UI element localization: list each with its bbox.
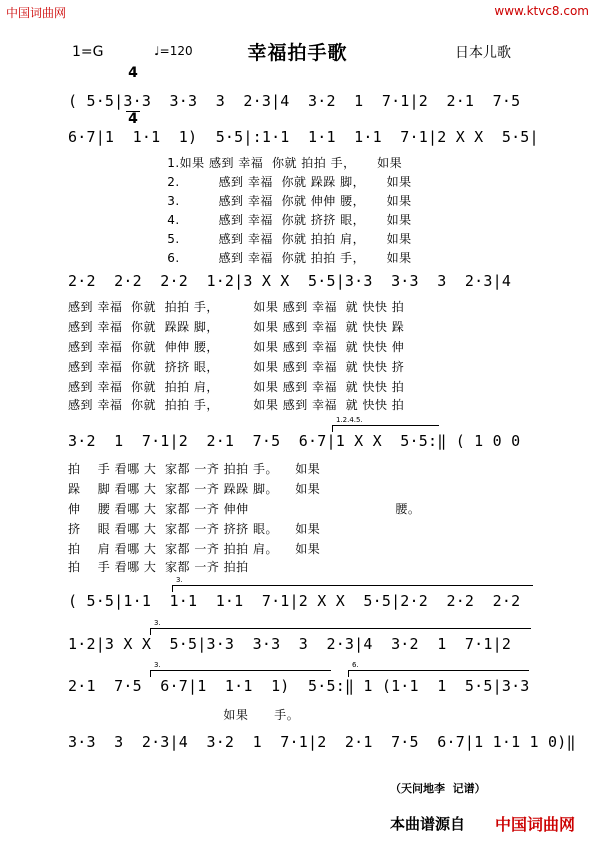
lyric-line: 5. 感到 幸福 你就 拍拍 肩， 如果 bbox=[68, 232, 412, 246]
source-label: 本曲谱源自 bbox=[390, 815, 466, 833]
score-notes-line-2: 6·7|1 1·1 1) 5·5|:1·1 1·1 1·1 7·1|2 X X 5·5| bbox=[68, 128, 539, 146]
first-ending-label: 1.2.4.5. bbox=[336, 416, 363, 424]
lyric-line: 拍 手 看哪 大 家都 一齐 拍拍 bbox=[68, 560, 249, 574]
song-title: 幸福拍手歌 bbox=[247, 42, 348, 64]
tempo-marking: ♩=120 bbox=[154, 44, 193, 58]
third-ending-label: 3. bbox=[154, 661, 161, 669]
lyric-line: 感到 幸福 你就 拍拍 肩， 如果 感到 幸福 就 快快 拍 bbox=[68, 380, 405, 394]
lyric-line: 3. 感到 幸福 你就 伸伸 腰， 如果 bbox=[68, 194, 412, 208]
song-origin: 日本儿歌 bbox=[455, 45, 511, 61]
sixth-ending-label: 6. bbox=[352, 661, 359, 669]
transcriber-credit: （天问地李 记谱） bbox=[390, 782, 486, 795]
meter-bottom: 4 bbox=[126, 111, 140, 127]
third-ending-bracket-cont bbox=[150, 619, 531, 635]
score-notes-line-1: ( 5·5|3·3 3·3 3 2·3|4 3·2 1 7·1|2 2·1 7·5 bbox=[68, 92, 521, 110]
key-signature: 1=G bbox=[72, 44, 104, 60]
score-notes-line-6: 1·2|3 X X 5·5|3·3 3·3 3 2·3|4 3·2 1 7·1|2 bbox=[68, 635, 512, 653]
time-signature bbox=[126, 36, 140, 142]
lyric-line: 6. 感到 幸福 你就 拍拍 手， 如果 bbox=[68, 251, 412, 265]
score-notes-line-4: 3·2 1 7·1|2 2·1 7·5 6·7|1 X X 5·5:‖ ( 1 0 0 bbox=[68, 432, 521, 450]
lyric-line: 如果 手。 bbox=[68, 708, 300, 722]
lyric-line: 2. 感到 幸福 你就 跺跺 脚， 如果 bbox=[68, 175, 412, 189]
lyric-line: 拍 肩 看哪 大 家都 一齐 拍拍 肩。 如果 bbox=[68, 542, 321, 556]
third-ending-label: 3. bbox=[176, 576, 183, 584]
lyric-line: 伸 腰 看哪 大 家都 一齐 伸伸 腰。 bbox=[68, 502, 421, 516]
meter-top: 4 bbox=[128, 65, 138, 81]
score-notes-line-8: 3·3 3 2·3|4 3·2 1 7·1|2 2·1 7·5 6·7|1 1·1 1 0)‖ bbox=[68, 733, 576, 751]
lyric-line: 挤 眼 看哪 大 家都 一齐 挤挤 眼。 如果 bbox=[68, 522, 321, 536]
lyric-line: 拍 手 看哪 大 家都 一齐 拍拍 手。 如果 bbox=[68, 462, 321, 476]
lyric-line: 跺 脚 看哪 大 家都 一齐 跺跺 脚。 如果 bbox=[68, 482, 321, 496]
lyric-line: 感到 幸福 你就 伸伸 腰， 如果 感到 幸福 就 快快 伸 bbox=[68, 340, 405, 354]
score-notes-line-3: 2·2 2·2 2·2 1·2|3 X X 5·5|3·3 3·3 3 2·3|4 bbox=[68, 272, 512, 290]
lyric-line: 感到 幸福 你就 拍拍 手， 如果 感到 幸福 就 快快 拍 bbox=[68, 398, 405, 412]
lyric-line: 1.如果 感到 幸福 你就 拍拍 手， 如果 bbox=[68, 156, 403, 170]
score-notes-line-5: ( 5·5|1·1 1·1 1·1 7·1|2 X X 5·5|2·2 2·2 2·2 bbox=[68, 592, 521, 610]
third-ending-bracket-end bbox=[150, 661, 331, 677]
lyric-line: 感到 幸福 你就 跺跺 脚， 如果 感到 幸福 就 快快 跺 bbox=[68, 320, 405, 334]
watermark-url: www.ktvc8.com bbox=[494, 4, 589, 18]
source-site-logo: 中国词曲网 bbox=[495, 815, 576, 834]
third-ending-bracket bbox=[172, 576, 533, 592]
lyric-line: 感到 幸福 你就 拍拍 手， 如果 感到 幸福 就 快快 拍 bbox=[68, 300, 405, 314]
lyric-line: 4. 感到 幸福 你就 挤挤 眼， 如果 bbox=[68, 213, 412, 227]
watermark-site-name: 中国词曲网 bbox=[6, 6, 67, 20]
score-notes-line-7: 2·1 7·5 6·7|1 1·1 1) 5·5:‖ 1 (1·1 1 5·5|3·3 bbox=[68, 677, 530, 695]
third-ending-label: 3. bbox=[154, 619, 161, 627]
sixth-ending-bracket bbox=[348, 661, 529, 677]
first-ending-bracket bbox=[332, 416, 439, 432]
lyric-line: 感到 幸福 你就 挤挤 眼， 如果 感到 幸福 就 快快 挤 bbox=[68, 360, 405, 374]
